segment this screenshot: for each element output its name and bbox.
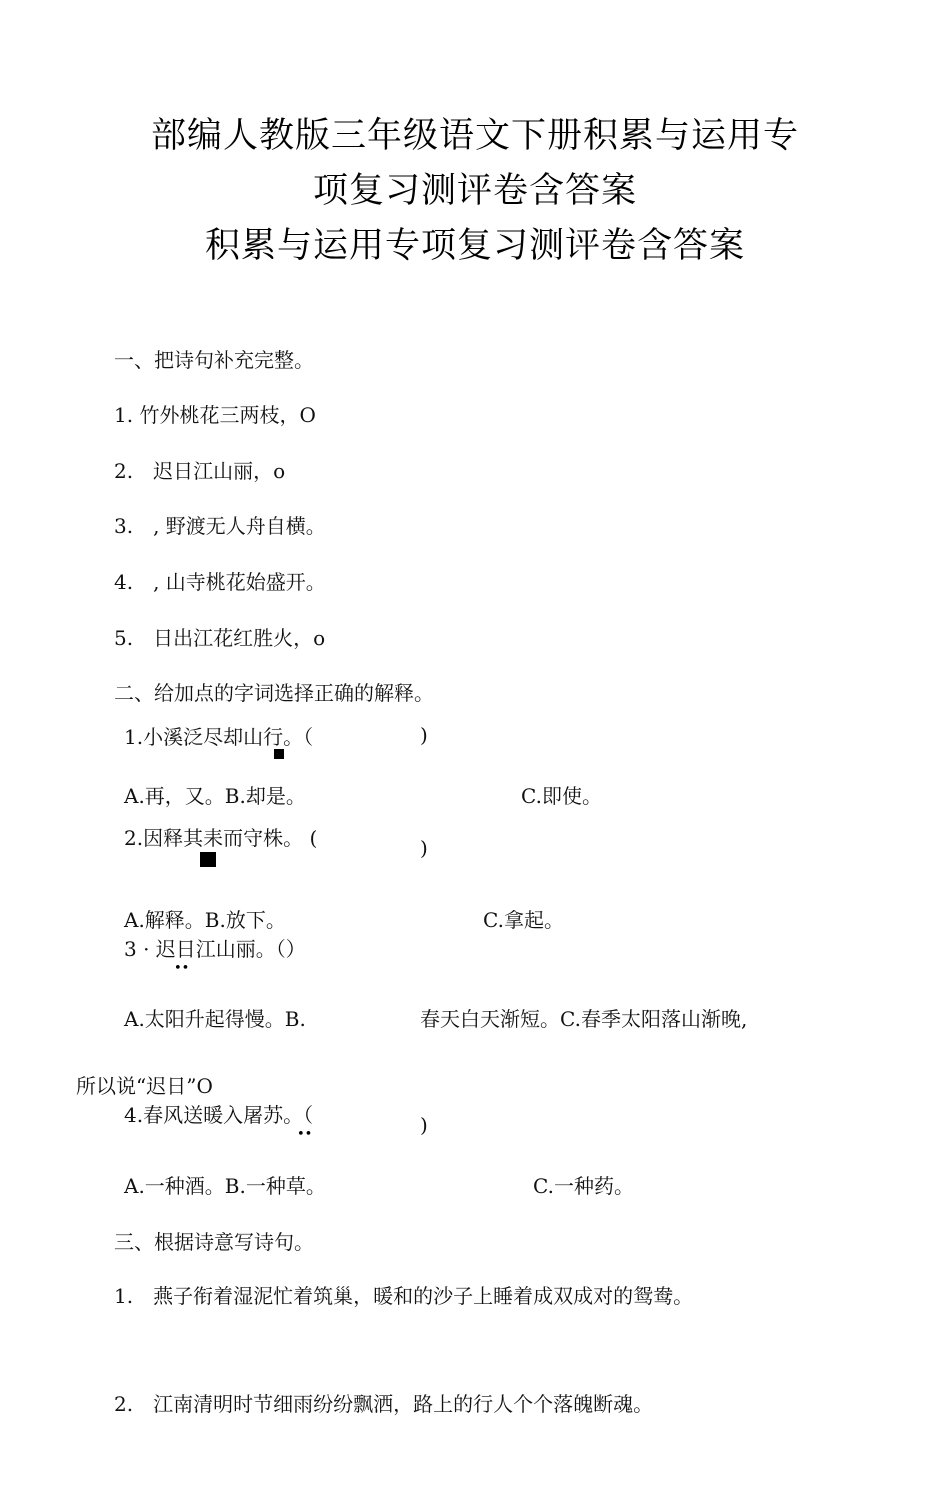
- section-3-item-1: 1. 燕子衔着湿泥忙着筑巢，暖和的沙子上睡着成双成对的鸳鸯。: [114, 1284, 694, 1308]
- q3-stem: 3 · 迟日江山丽。（）: [124, 937, 306, 961]
- page-title-line-2: 项复习测评卷含答案: [312, 171, 637, 211]
- q1-close-paren: ): [420, 723, 428, 747]
- page-title-line-3: 积累与运用专项复习测评卷含答案: [204, 226, 745, 266]
- q1-option-a-b: A.再，又。B.却是。: [124, 784, 306, 808]
- section-1-item-4: 4. , 山寺桃花始盛开。: [114, 570, 326, 594]
- q2-option-a-b: A.解释。B.放下。: [124, 908, 286, 932]
- page-title-line-1: 部编人教版三年级语文下册积累与运用专: [150, 116, 799, 156]
- q4-stem: 4.春风送暖入屠苏。（: [124, 1103, 314, 1127]
- section-2-heading: 二、给加点的字词选择正确的解释。: [114, 681, 434, 705]
- section-1-item-5: 5. 日出江花红胜火，o: [114, 626, 326, 650]
- q3-option-a: A.太阳升起得慢。B.: [124, 1007, 306, 1031]
- emphasis-mark-icon: [274, 749, 284, 759]
- section-1-item-2: 2. 迟日江山丽，o: [114, 459, 286, 483]
- q4-option-c: C.一种药。: [533, 1174, 634, 1198]
- q4-close-paren: ): [420, 1113, 428, 1137]
- q2-close-paren: ): [420, 836, 428, 860]
- q4-option-a-b: A.一种酒。B.一种草。: [124, 1174, 326, 1198]
- section-3-item-2: 2. 江南清明时节细雨纷纷飘洒，路上的行人个个落魄断魂。: [114, 1392, 654, 1416]
- section-1-item-1: 1. 竹外桃花三两枝，O: [114, 403, 316, 427]
- section-1-heading: 一、把诗句补充完整。: [114, 348, 314, 372]
- q2-option-c: C.拿起。: [483, 908, 564, 932]
- q2-stem: 2.因释其耒而守株。 (: [124, 826, 318, 850]
- emphasis-dots-icon: ••: [174, 961, 190, 976]
- q3-option-b-c: 春天白天渐短。C.春季太阳落山渐晚,: [420, 1007, 748, 1031]
- emphasis-dots-icon: ••: [297, 1127, 313, 1142]
- q3-continuation: 所以说“迟日”O: [76, 1074, 213, 1098]
- emphasis-mark-icon: [200, 852, 216, 867]
- section-1-item-3: 3. , 野渡无人舟自横。: [114, 514, 326, 538]
- q1-stem: 1.小溪泛尽却山行。（: [124, 725, 314, 749]
- q1-option-c: C.即使。: [521, 784, 602, 808]
- section-3-heading: 三、根据诗意写诗句。: [114, 1230, 314, 1254]
